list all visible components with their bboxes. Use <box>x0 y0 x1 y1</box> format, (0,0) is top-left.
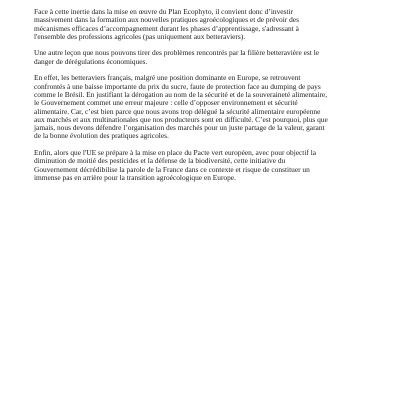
paragraph-deregulation-lesson: Une autre leçon que nous pouvons tirer des problèmes rencontrés par la filière betteravière est le danger de dérégulations économiques. <box>34 48 320 66</box>
paragraph-ecophyto-training: Face à cette inertie dans la mise en œuvre du Plan Ecophyto, il convient donc d’investir massivement dans la formation aux nouvelles pratiques agroécologiques et de prévoir des mécanismes efficaces d’accompagnement durant les phases d’apprentissage, s'adressant à l'ensemble des professions agricoles (pas uniquement aux betteraviers). <box>34 7 299 41</box>
document-body <box>34 8 366 191</box>
paragraph-sugar-market: En effet, les betteraviers français, malgré une position dominante en Europe, se retrouvent confrontés à une baisse importante du prix du sucre, faute de protection face au dumping de pays comme le Brésil. En justifiant la dérogation au nom de la sécurité et de la souveraineté alimentaire, le Gouvernement commet une erreur majeure : celle d’opposer environnement et sécurité alimentaire. Car, c’est bien parce que nous avons trop délégué la sécurité alimentaire européenne aux marchés et aux multinationales que nos producteurs sont en difficulté. C’est pourquoi, plus que jamais, nous devons défendre l’organisation des marchés pour un juste partage de la valeur, garant de la bonne évolution des pratiques agricoles. <box>34 73 328 141</box>
paragraph-green-deal: Enfin, alors que l'UE se prépare à la mise en place du Pacte vert européen, avec pour objectif la diminution de moitié des pesticides et la défense de la biodiversité, cette initiative du Gouvernement décrédibilise la parole de la France dans ce contexte et risque de constituer un immense pas en arrière pour la transition agroécologique en Europe. <box>34 148 317 182</box>
